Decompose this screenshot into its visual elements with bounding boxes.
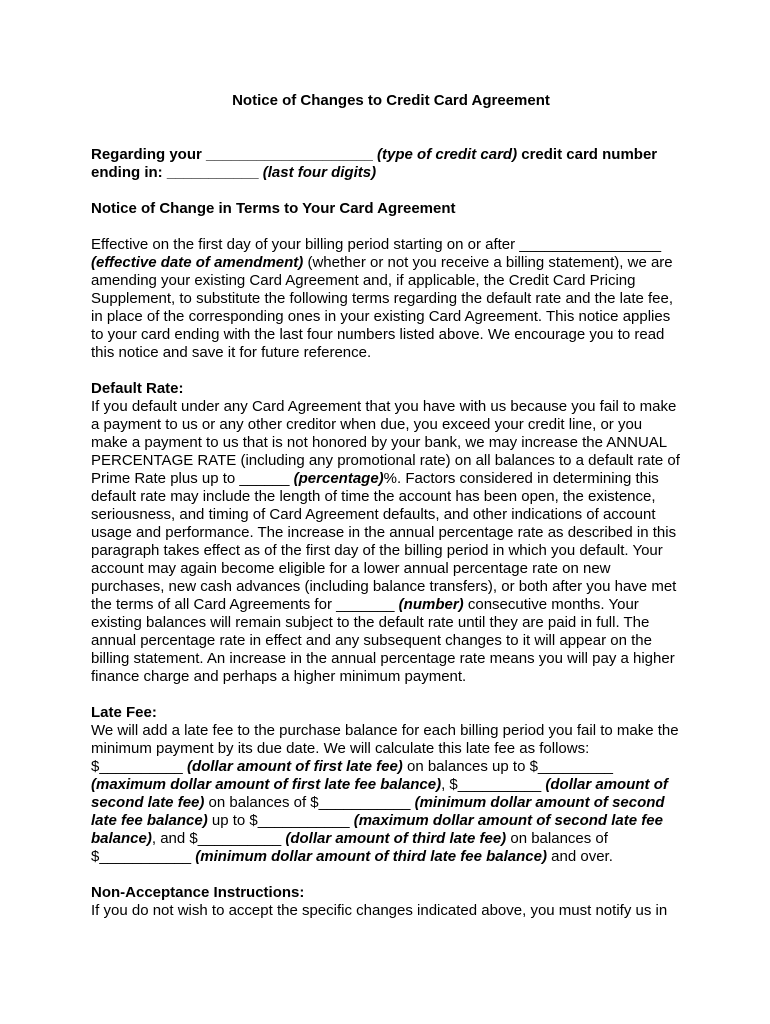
- second-max-blank: ___________: [257, 812, 350, 829]
- card-type-hint: (type of credit card): [372, 146, 518, 163]
- effective-date-hint: (effective date of amendment): [91, 254, 304, 271]
- late-fee-text-4: on balances of $: [204, 794, 319, 811]
- late-fee-text-5: up to $: [207, 812, 258, 829]
- second-max-hint: (maximum dollar amount of second late fee balance): [91, 812, 663, 847]
- late-fee-paragraph: [91, 722, 681, 866]
- last-four-blank: ___________: [166, 164, 259, 181]
- notice-heading: Notice of Change in Terms to Your Card Agreement: [91, 200, 456, 217]
- document-body: [91, 92, 681, 938]
- non-acceptance-heading: Non-Acceptance Instructions:: [91, 884, 305, 901]
- default-rate-text-3: consecutive months. Your existing balances will remain subject to the default rate until they are paid in full. The annual percentage rate in effect and any subsequent changes to it will appear on the billing statement. An increase in the annual percentage rate means you will pay a higher finance charge and perhaps a higher minimum payment.: [91, 596, 675, 685]
- last-four-hint: (last four digits): [258, 164, 377, 181]
- percentage-blank: ______: [239, 470, 290, 487]
- default-rate-heading: Default Rate:: [91, 380, 184, 397]
- months-blank: _______: [336, 596, 395, 613]
- regarding-text: Regarding your: [91, 146, 207, 163]
- late-fee-text-3: , $: [441, 776, 458, 793]
- late-fee-text-8: and over.: [547, 848, 613, 865]
- effective-text-2: (whether or not you receive a billing statement), we are amending your existing Card Agreement and, if applicable, the Credit Card Pricing Supplement, to substitute the following terms regarding the default rate and the late fee, in place of the corresponding ones in your existing Card Agreement. This notice applies to your card ending with the last four numbers listed above. We encourage you to read this notice and save it for future reference.: [91, 254, 674, 361]
- effective-text: Effective on the first day of your billing period starting on or after: [91, 236, 520, 253]
- second-fee-blank: __________: [457, 776, 542, 793]
- default-rate-text-2: %. Factors considered in determining this default rate may include the length of time the account has been open, the existence, seriousness, and timing of Card Agreement defaults, and other indications of account usage and performance. The increase in the annual percentage rate as described in this paragraph takes effect as of the first day of the billing period in which you default. Your account may again become eligible for a lower annual percentage rate on new purchases, new cash advances (including balance transfers), or both after you have met the terms of all Card Agreements for: [91, 470, 677, 613]
- document-title: Notice of Changes to Credit Card Agreement: [232, 92, 550, 109]
- first-max-blank: _________: [537, 758, 614, 775]
- non-acceptance-text: If you do not wish to accept the specific changes indicated above, you must notify us in: [91, 902, 668, 919]
- third-fee-hint: (dollar amount of third late fee): [281, 830, 507, 847]
- first-fee-blank: __________: [99, 758, 183, 775]
- default-rate-paragraph: [91, 398, 681, 686]
- third-min-blank: ___________: [99, 848, 192, 865]
- default-rate-text: If you default under any Card Agreement that you have with us because you fail to make a payment to us or any other creditor when due, you exceed your credit line, or you make a payment to us that is not honored by your bank, we may increase the ANNUAL PERCENTAGE RATE (including any promotional rate) on all balances to a default rate of Prime Rate plus up to: [91, 398, 680, 487]
- third-fee-blank: __________: [197, 830, 282, 847]
- late-fee-text-6: , and $: [151, 830, 198, 847]
- first-fee-hint: (dollar amount of first late fee): [182, 758, 403, 775]
- second-min-hint: (minimum dollar amount of second late fee balance): [91, 794, 665, 829]
- late-fee-heading: Late Fee:: [91, 704, 157, 721]
- effective-date-blank: _________________: [519, 236, 662, 253]
- non-acceptance-paragraph: [91, 902, 681, 920]
- third-min-hint: (minimum dollar amount of third late fee balance): [191, 848, 547, 865]
- first-max-hint: (maximum dollar amount of first late fee balance): [91, 776, 442, 793]
- months-hint: (number): [394, 596, 464, 613]
- late-fee-text-7: on balances of $: [91, 830, 608, 865]
- regarding-line: [91, 146, 681, 182]
- late-fee-text: We will add a late fee to the purchase balance for each billing period you fail to make the minimum payment by its due date. We will calculate this late fee as follows: $: [91, 722, 679, 775]
- second-fee-hint: (dollar amount of second late fee): [91, 776, 668, 811]
- late-fee-text-2: on balances up to $: [402, 758, 538, 775]
- card-type-blank: ____________________: [206, 146, 373, 163]
- regarding-text-2: credit card number ending in:: [91, 146, 658, 181]
- effective-paragraph: [91, 236, 681, 362]
- second-min-blank: ___________: [318, 794, 411, 811]
- percentage-hint: (percentage): [289, 470, 384, 487]
